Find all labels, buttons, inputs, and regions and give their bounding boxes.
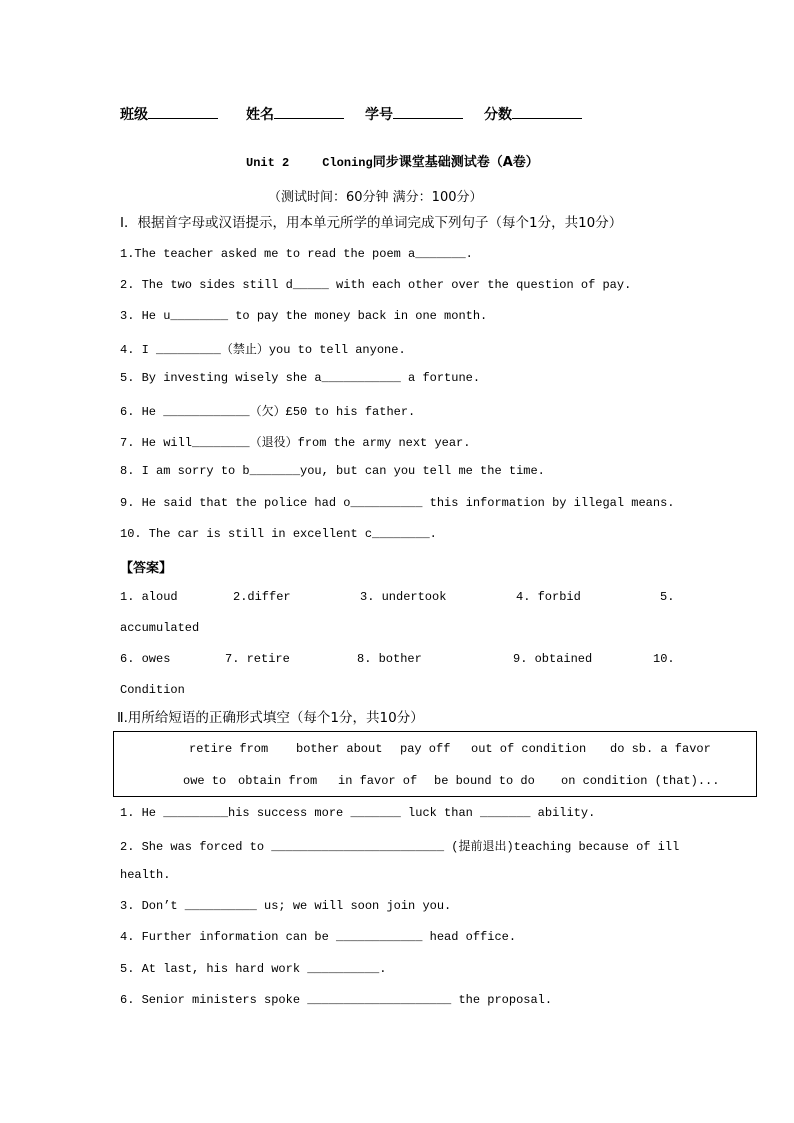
answer-5-number: 5. — [660, 590, 675, 604]
section1-item-5: 5. By investing wisely she a___________ a fortune. — [120, 371, 481, 385]
section1-item-10: 10. The car is still in excellent c________. — [120, 527, 437, 541]
answer-4: 4. forbid — [516, 590, 581, 604]
answer-8: 8. bother — [357, 652, 422, 666]
section2-heading: Ⅱ.用所给短语的正确形式填空（每个1分，共10分） — [117, 710, 424, 726]
section1-item-3: 3. He u________ to pay the money back in one month. — [120, 309, 488, 323]
answer-1: 1. aloud — [120, 590, 178, 604]
phrase-in-favor-of: in favor of — [338, 774, 418, 788]
answer-9: 9. obtained — [513, 652, 593, 666]
title-unit: Unit 2 — [246, 156, 290, 170]
section1-item-8: 8. I am sorry to b_______you, but can you tell me the time. — [120, 464, 545, 478]
phrase-retire-from: retire from — [189, 742, 269, 756]
answer-2: 2.differ — [233, 590, 291, 604]
section2-item-2-continued: health. — [120, 868, 171, 882]
phrase-be-bound-to-do: be bound to do — [434, 774, 535, 788]
section2-item-5: 5. At last, his hard work __________. — [120, 962, 387, 976]
section1-heading: Ⅰ．根据首字母或汉语提示，用本单元所学的单词完成下列句子（每个1分，共10分） — [120, 215, 623, 231]
class-field — [120, 104, 218, 124]
title-topic: Cloning — [322, 156, 373, 170]
answers-heading: 【答案】 — [120, 561, 173, 576]
name-label: 姓名 — [246, 107, 274, 123]
section2-item-3: 3. Don’t __________ us; we will soon join you. — [120, 899, 452, 913]
phrase-owe-to: owe to — [183, 774, 227, 788]
section1-item-1: 1.The teacher asked me to read the poem a_______. — [120, 247, 473, 261]
phrase-pay-off: pay off — [400, 742, 451, 756]
answer-6: 6. owes — [120, 652, 171, 666]
name-blank[interactable] — [274, 106, 344, 119]
id-label: 学号 — [365, 107, 393, 123]
answer-5-word: accumulated — [120, 621, 200, 635]
answer-10-word: Condition — [120, 683, 185, 697]
answer-10-number: 10. — [653, 652, 675, 666]
name-field — [246, 104, 344, 124]
class-blank[interactable] — [148, 106, 218, 119]
phrase-out-of-condition: out of condition — [471, 742, 587, 756]
score-field — [484, 104, 582, 124]
section2-item-6: 6. Senior ministers spoke ____________________ the proposal. — [120, 993, 553, 1007]
phrase-do-sb-a-favor: do sb. a favor — [610, 742, 711, 756]
section1-item-6: 6. He ____________（欠）£50 to his father. — [120, 405, 416, 419]
score-blank[interactable] — [512, 106, 582, 119]
section1-item-7: 7. He will________（退役）from the army next year. — [120, 436, 471, 450]
phrase-on-condition-that: on condition (that)... — [561, 774, 720, 788]
section1-item-9: 9. He said that the police had o__________ this information by illegal means. — [120, 496, 675, 510]
section1-item-4: 4. I _________（禁止）you to tell anyone. — [120, 343, 406, 357]
class-label: 班级 — [120, 107, 148, 123]
answer-7: 7. retire — [225, 652, 290, 666]
answer-3: 3. undertook — [360, 590, 447, 604]
page-title — [246, 151, 539, 170]
id-blank[interactable] — [393, 106, 463, 119]
title-suffix: 同步课堂基础测试卷（A卷） — [372, 155, 539, 170]
section2-item-4: 4. Further information can be ____________ head office. — [120, 930, 517, 944]
student-id-field — [365, 104, 463, 124]
phrase-obtain-from: obtain from — [238, 774, 318, 788]
test-info: （测试时间：60分钟 满分：100分） — [268, 190, 483, 205]
section2-item-1: 1. He _________his success more _______ luck than _______ ability. — [120, 806, 596, 820]
phrase-box — [113, 731, 757, 797]
score-label: 分数 — [484, 107, 512, 123]
phrase-bother-about: bother about — [296, 742, 383, 756]
section2-item-2: 2. She was forced to ________________________ (提前退出)teaching because of ill — [120, 840, 680, 854]
section1-item-2: 2. The two sides still d_____ with each other over the question of pay. — [120, 278, 632, 292]
